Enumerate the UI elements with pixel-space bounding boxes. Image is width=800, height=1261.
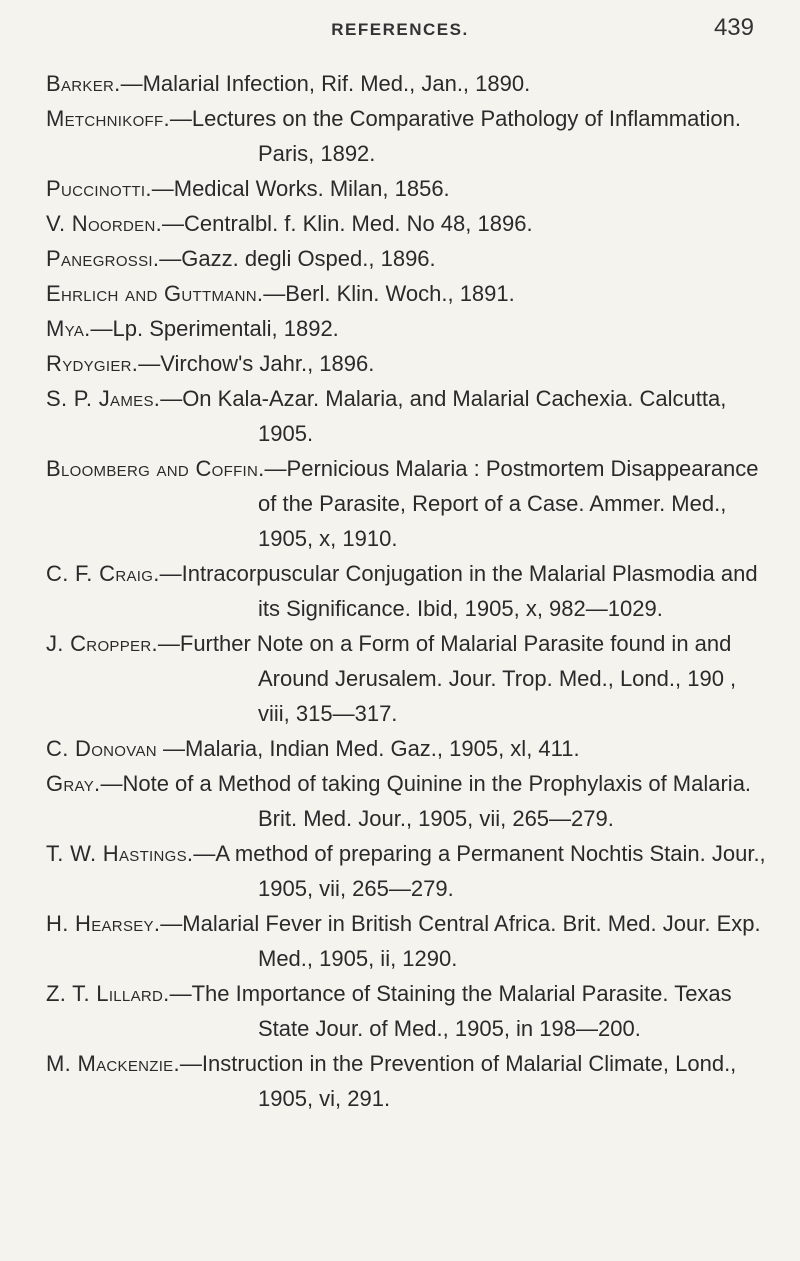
reference-entry	[46, 66, 770, 101]
reference-entry	[46, 556, 770, 626]
reference-author: C. F. Craig.	[46, 561, 160, 586]
reference-author: S. P. James.	[46, 386, 161, 411]
reference-text: —Malarial Fever in British Central Africa. Brit. Med. Jour. Exp. Med., 1905, ii, 1290.	[160, 911, 761, 971]
reference-text: —Medical Works. Milan, 1856.	[151, 176, 450, 201]
page-number: 439	[713, 14, 754, 41]
reference-text: —A method of preparing a Permanent Nochtis Stain. Jour., 1905, vii, 265—279.	[193, 841, 766, 901]
reference-entry	[46, 171, 770, 206]
reference-entry	[46, 976, 770, 1046]
reference-entry	[46, 906, 770, 976]
reference-author: Gray.	[46, 771, 101, 796]
reference-entry	[46, 206, 770, 241]
reference-entry	[46, 311, 770, 346]
reference-text: —Malarial Infection, Rif. Med., Jan., 1890.	[120, 71, 531, 96]
reference-author: Bloomberg and Coffin.	[46, 456, 265, 481]
reference-text: —Instruction in the Prevention of Malarial Climate, Lond., 1905, vi, 291.	[179, 1051, 737, 1111]
reference-author: J. Cropper.	[46, 631, 158, 656]
reference-author: Ehrlich and Guttmann.	[46, 281, 264, 306]
reference-entry	[46, 101, 770, 171]
reference-author: Puccinotti.	[46, 176, 152, 201]
reference-author: Mya.	[46, 316, 91, 341]
reference-author: C. Donovan	[46, 736, 157, 761]
reference-text: —Gazz. degli Osped., 1896.	[159, 246, 436, 271]
reference-author: T. W. Hastings.	[46, 841, 194, 866]
reference-list	[46, 66, 770, 1116]
reference-author: H. Hearsey.	[46, 911, 161, 936]
reference-text: —Pernicious Malaria : Postmortem Disappearance of the Parasite, Report of a Case. Ammer. Med., 1905, x, 1910.	[258, 456, 759, 551]
reference-entry	[46, 626, 770, 731]
reference-text: —Intracorpuscular Conjugation in the Malarial Plasmodia and its Significance. Ibid, 1905, x, 982—1029.	[159, 561, 758, 621]
reference-text: —Note of a Method of taking Quinine in the Prophylaxis of Malaria. Brit. Med. Jour., 1905, vii, 265—279.	[100, 771, 752, 831]
reference-text: —On Kala-Azar. Malaria, and Malarial Cachexia. Calcutta, 1905.	[160, 386, 727, 446]
reference-text: —Lp. Sperimentali, 1892.	[90, 316, 339, 341]
reference-entry	[46, 731, 770, 766]
reference-author: Rydygier.	[46, 351, 139, 376]
reference-entry	[46, 451, 770, 556]
reference-author: Z. T. Lillard.	[46, 981, 170, 1006]
reference-entry	[46, 276, 770, 311]
running-head	[0, 14, 800, 46]
reference-text: —Malaria, Indian Med. Gaz., 1905, xl, 411.	[156, 736, 580, 761]
reference-entry	[46, 346, 770, 381]
reference-text: —Berl. Klin. Woch., 1891.	[263, 281, 515, 306]
reference-text: —Virchow's Jahr., 1896.	[138, 351, 375, 376]
reference-text: —Lectures on the Comparative Pathology of Inflammation. Paris, 1892.	[169, 106, 741, 166]
reference-text: —Further Note on a Form of Malarial Parasite found in and Around Jerusalem. Jour. Trop. Med., Lond., 190 , viii, 315—317.	[157, 631, 737, 726]
reference-entry	[46, 836, 770, 906]
reference-entry	[46, 1046, 770, 1116]
reference-author: V. Noorden.	[46, 211, 163, 236]
reference-author: M. Mackenzie.	[46, 1051, 180, 1076]
reference-author: Panegrossi.	[46, 246, 160, 271]
reference-author: Metchnikoff.	[46, 106, 170, 131]
reference-text: —Centralbl. f. Klin. Med. No 48, 1896.	[162, 211, 533, 236]
reference-text: —The Importance of Staining the Malarial Parasite. Texas State Jour. of Med., 1905, in 198—200.	[169, 981, 732, 1041]
reference-entry	[46, 241, 770, 276]
reference-author: Barker.	[46, 71, 121, 96]
reference-entry	[46, 766, 770, 836]
reference-entry	[46, 381, 770, 451]
page-title: REFERENCES.	[331, 20, 469, 39]
